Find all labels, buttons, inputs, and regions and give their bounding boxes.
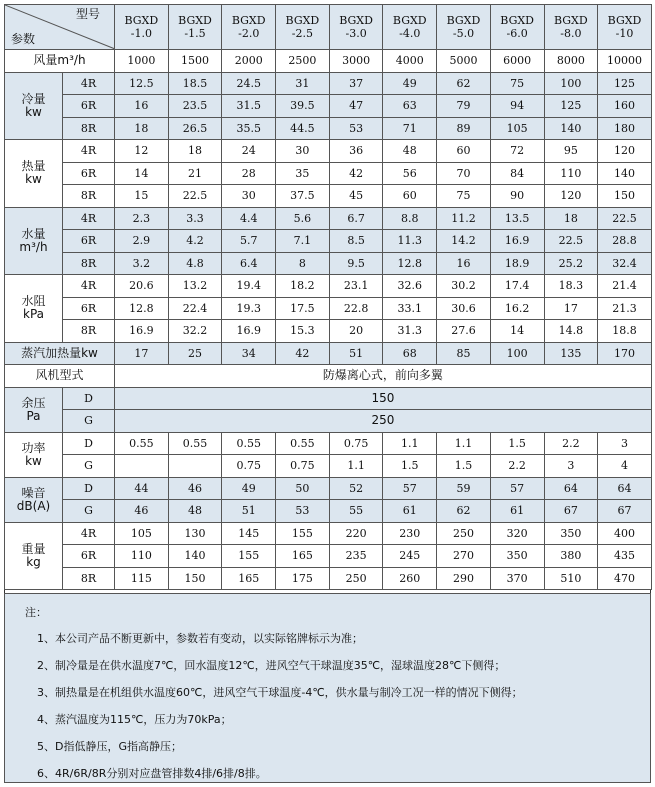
cooling-value: 180 <box>598 117 652 140</box>
power-value: 0.75 <box>222 455 276 478</box>
noise-value: 64 <box>598 477 652 500</box>
noise-value: 50 <box>276 477 330 500</box>
water-resist-value: 18.8 <box>598 320 652 343</box>
water-flow-value: 9.5 <box>329 252 383 275</box>
water-flow-value: 13.5 <box>490 207 544 230</box>
noise-row <box>5 477 652 500</box>
noise-value: 46 <box>115 500 169 523</box>
water-flow-value: 11.2 <box>437 207 491 230</box>
weight-value: 250 <box>329 567 383 590</box>
heating-value: 45 <box>329 185 383 208</box>
steam-label: 蒸汽加热量kw <box>5 342 115 365</box>
water-flow-value: 18.9 <box>490 252 544 275</box>
weight-value: 470 <box>598 567 652 590</box>
water-flow-sub: 4R <box>63 207 115 230</box>
heating-value: 150 <box>598 185 652 208</box>
noise-value: 57 <box>490 477 544 500</box>
water-resist-value: 22.8 <box>329 297 383 320</box>
noise-value: 49 <box>222 477 276 500</box>
noise-value: 55 <box>329 500 383 523</box>
cooling-sub: 8R <box>63 117 115 140</box>
cooling-value: 44.5 <box>276 117 330 140</box>
cooling-row <box>5 95 652 118</box>
cooling-value: 62 <box>437 72 491 95</box>
cooling-value: 31 <box>276 72 330 95</box>
steam-row <box>5 342 652 365</box>
weight-value: 155 <box>276 522 330 545</box>
water-resist-value: 14.8 <box>544 320 598 343</box>
airflow-value: 2500 <box>276 50 330 73</box>
water-resist-row <box>5 297 652 320</box>
weight-value: 105 <box>115 522 169 545</box>
water-flow-sub: 6R <box>63 230 115 253</box>
steam-value: 85 <box>437 342 491 365</box>
noise-value: 59 <box>437 477 491 500</box>
airflow-value: 2000 <box>222 50 276 73</box>
water-resist-row <box>5 320 652 343</box>
water-flow-row <box>5 207 652 230</box>
water-resist-sub: 8R <box>63 320 115 343</box>
steam-value: 100 <box>490 342 544 365</box>
water-flow-value: 14.2 <box>437 230 491 253</box>
notes-title: 注： <box>25 606 47 619</box>
weight-value: 150 <box>168 567 222 590</box>
power-value: 1.1 <box>383 432 437 455</box>
weight-value: 350 <box>490 545 544 568</box>
noise-value: 46 <box>168 477 222 500</box>
weight-sub: 6R <box>63 545 115 568</box>
model-header: BGXD -1.0 <box>115 5 169 50</box>
water-flow-sub: 8R <box>63 252 115 275</box>
weight-value: 165 <box>276 545 330 568</box>
cooling-value: 79 <box>437 95 491 118</box>
water-flow-value: 16.9 <box>490 230 544 253</box>
heating-value: 42 <box>329 162 383 185</box>
water-flow-value: 28.8 <box>598 230 652 253</box>
heating-value: 110 <box>544 162 598 185</box>
water-resist-value: 30.2 <box>437 275 491 298</box>
heating-value: 30 <box>276 140 330 163</box>
cooling-value: 31.5 <box>222 95 276 118</box>
weight-value: 290 <box>437 567 491 590</box>
power-value: 1.1 <box>437 432 491 455</box>
pressure-row <box>5 387 652 410</box>
pressure-value: 150 <box>115 387 652 410</box>
weight-value: 115 <box>115 567 169 590</box>
weight-value: 155 <box>222 545 276 568</box>
note-line-3: 3、制热量是在机组供水温度60℃，进风空气干球温度-4℃，供水量与制冷工况一样的情况下侧得； <box>37 686 523 699</box>
weight-value: 145 <box>222 522 276 545</box>
weight-value: 435 <box>598 545 652 568</box>
noise-value: 61 <box>490 500 544 523</box>
power-value <box>168 455 222 478</box>
power-value: 0.75 <box>329 432 383 455</box>
weight-label: 重量 kg <box>5 522 63 590</box>
power-value: 1.1 <box>329 455 383 478</box>
note-line-5: 5、D指低静压，G指高静压； <box>37 740 182 753</box>
water-resist-value: 27.6 <box>437 320 491 343</box>
heating-value: 12 <box>115 140 169 163</box>
note-line-2: 2、制冷量是在供水温度7℃，回水温度12℃，进风空气干球温度35℃，湿球温度28℃下侧得； <box>37 659 506 672</box>
power-value: 2.2 <box>490 455 544 478</box>
weight-sub: 8R <box>63 567 115 590</box>
weight-value: 510 <box>544 567 598 590</box>
weight-value: 175 <box>276 567 330 590</box>
noise-value: 62 <box>437 500 491 523</box>
steam-value: 68 <box>383 342 437 365</box>
model-label: 型号 <box>75 7 100 21</box>
airflow-value: 3000 <box>329 50 383 73</box>
heating-value: 75 <box>437 185 491 208</box>
water-flow-row <box>5 230 652 253</box>
water-flow-value: 18 <box>544 207 598 230</box>
note-line-4: 4、蒸汽温度为115℃，压力为70kPa； <box>37 713 232 726</box>
water-flow-value: 3.2 <box>115 252 169 275</box>
weight-value: 260 <box>383 567 437 590</box>
water-resist-value: 19.3 <box>222 297 276 320</box>
cooling-label: 冷量 kw <box>5 72 63 140</box>
weight-value: 230 <box>383 522 437 545</box>
model-header: BGXD -3.0 <box>329 5 383 50</box>
steam-value: 170 <box>598 342 652 365</box>
power-value: 0.55 <box>168 432 222 455</box>
water-resist-value: 22.4 <box>168 297 222 320</box>
water-resist-value: 21.3 <box>598 297 652 320</box>
heating-value: 70 <box>437 162 491 185</box>
power-value: 3 <box>544 455 598 478</box>
water-flow-value: 22.5 <box>544 230 598 253</box>
weight-value: 220 <box>329 522 383 545</box>
water-resist-value: 16.9 <box>115 320 169 343</box>
noise-value: 53 <box>276 500 330 523</box>
power-sub: G <box>63 455 115 478</box>
weight-value: 250 <box>437 522 491 545</box>
weight-value: 370 <box>490 567 544 590</box>
cooling-value: 75 <box>490 72 544 95</box>
water-resist-value: 18.3 <box>544 275 598 298</box>
pressure-sub: D <box>63 387 115 410</box>
pressure-label: 余压 Pa <box>5 387 63 432</box>
cooling-value: 37 <box>329 72 383 95</box>
cooling-value: 105 <box>490 117 544 140</box>
power-value: 0.55 <box>115 432 169 455</box>
fan-type-value: 防爆离心式，前向多翼 <box>115 365 652 388</box>
cooling-value: 24.5 <box>222 72 276 95</box>
airflow-label: 风量m³/h <box>5 50 115 73</box>
weight-value: 245 <box>383 545 437 568</box>
cooling-value: 12.5 <box>115 72 169 95</box>
noise-label: 噪音 dB(A) <box>5 477 63 522</box>
airflow-value: 1000 <box>115 50 169 73</box>
cooling-value: 26.5 <box>168 117 222 140</box>
cooling-value: 125 <box>598 72 652 95</box>
weight-value: 140 <box>168 545 222 568</box>
noise-value: 44 <box>115 477 169 500</box>
cooling-value: 94 <box>490 95 544 118</box>
spec-table <box>4 4 652 590</box>
cooling-value: 18.5 <box>168 72 222 95</box>
weight-value: 400 <box>598 522 652 545</box>
water-resist-value: 12.8 <box>115 297 169 320</box>
water-flow-value: 5.6 <box>276 207 330 230</box>
heating-value: 18 <box>168 140 222 163</box>
airflow-value: 8000 <box>544 50 598 73</box>
water-resist-value: 13.2 <box>168 275 222 298</box>
power-value: 0.55 <box>276 432 330 455</box>
water-resist-value: 17 <box>544 297 598 320</box>
noise-value: 64 <box>544 477 598 500</box>
model-header: BGXD -2.0 <box>222 5 276 50</box>
model-header: BGXD -10 <box>598 5 652 50</box>
noise-sub: G <box>63 500 115 523</box>
heating-value: 140 <box>598 162 652 185</box>
water-flow-value: 4.8 <box>168 252 222 275</box>
water-resist-value: 14 <box>490 320 544 343</box>
heating-sub: 4R <box>63 140 115 163</box>
cooling-value: 53 <box>329 117 383 140</box>
steam-value: 51 <box>329 342 383 365</box>
cooling-value: 49 <box>383 72 437 95</box>
water-resist-value: 33.1 <box>383 297 437 320</box>
cooling-value: 89 <box>437 117 491 140</box>
cooling-sub: 6R <box>63 95 115 118</box>
water-resist-label: 水阻 kPa <box>5 275 63 343</box>
water-flow-value: 2.9 <box>115 230 169 253</box>
heating-label: 热量 kw <box>5 140 63 208</box>
cooling-sub: 4R <box>63 72 115 95</box>
header-corner <box>5 5 115 50</box>
heating-value: 72 <box>490 140 544 163</box>
water-flow-row <box>5 252 652 275</box>
airflow-value: 5000 <box>437 50 491 73</box>
note-line-6: 6、4R/6R/8R分别对应盘管排数4排/6排/8排。 <box>37 767 267 780</box>
power-value: 1.5 <box>383 455 437 478</box>
water-resist-value: 21.4 <box>598 275 652 298</box>
weight-value: 130 <box>168 522 222 545</box>
fan-type-row <box>5 365 652 388</box>
noise-value: 67 <box>544 500 598 523</box>
power-value: 3 <box>598 432 652 455</box>
model-header: BGXD -6.0 <box>490 5 544 50</box>
heating-value: 60 <box>383 185 437 208</box>
header-row <box>5 5 652 50</box>
power-row <box>5 432 652 455</box>
model-header: BGXD -8.0 <box>544 5 598 50</box>
param-label: 参数 <box>11 32 36 46</box>
cooling-row <box>5 72 652 95</box>
water-resist-value: 32.6 <box>383 275 437 298</box>
power-value: 4 <box>598 455 652 478</box>
power-value: 0.75 <box>276 455 330 478</box>
cooling-value: 160 <box>598 95 652 118</box>
cooling-value: 39.5 <box>276 95 330 118</box>
water-resist-value: 16.2 <box>490 297 544 320</box>
heating-value: 21 <box>168 162 222 185</box>
weight-value: 165 <box>222 567 276 590</box>
heating-value: 15 <box>115 185 169 208</box>
pressure-row <box>5 410 652 433</box>
model-header: BGXD -4.0 <box>383 5 437 50</box>
heating-value: 36 <box>329 140 383 163</box>
weight-value: 270 <box>437 545 491 568</box>
water-flow-value: 3.3 <box>168 207 222 230</box>
water-resist-sub: 6R <box>63 297 115 320</box>
power-row <box>5 455 652 478</box>
noise-value: 48 <box>168 500 222 523</box>
note-line-1: 1、本公司产品不断更新中，参数若有变动，以实际铭牌标示为准； <box>37 632 363 645</box>
water-flow-value: 25.2 <box>544 252 598 275</box>
water-resist-value: 20.6 <box>115 275 169 298</box>
heating-value: 95 <box>544 140 598 163</box>
water-resist-value: 20 <box>329 320 383 343</box>
heating-value: 28 <box>222 162 276 185</box>
power-label: 功率 kw <box>5 432 63 477</box>
noise-sub: D <box>63 477 115 500</box>
heating-value: 24 <box>222 140 276 163</box>
cooling-value: 16 <box>115 95 169 118</box>
heating-value: 56 <box>383 162 437 185</box>
water-resist-value: 15.3 <box>276 320 330 343</box>
water-resist-row <box>5 275 652 298</box>
water-resist-sub: 4R <box>63 275 115 298</box>
weight-value: 320 <box>490 522 544 545</box>
power-value: 0.55 <box>222 432 276 455</box>
airflow-row <box>5 50 652 73</box>
cooling-value: 23.5 <box>168 95 222 118</box>
heating-value: 35 <box>276 162 330 185</box>
water-resist-value: 19.4 <box>222 275 276 298</box>
heating-value: 60 <box>437 140 491 163</box>
water-flow-value: 32.4 <box>598 252 652 275</box>
heating-value: 14 <box>115 162 169 185</box>
water-flow-value: 8.5 <box>329 230 383 253</box>
airflow-value: 6000 <box>490 50 544 73</box>
steam-value: 34 <box>222 342 276 365</box>
water-resist-value: 30.6 <box>437 297 491 320</box>
airflow-value: 10000 <box>598 50 652 73</box>
noise-value: 67 <box>598 500 652 523</box>
water-flow-value: 8.8 <box>383 207 437 230</box>
water-flow-value: 4.4 <box>222 207 276 230</box>
cooling-value: 63 <box>383 95 437 118</box>
water-flow-value: 12.8 <box>383 252 437 275</box>
weight-value: 235 <box>329 545 383 568</box>
water-flow-value: 11.3 <box>383 230 437 253</box>
noise-value: 51 <box>222 500 276 523</box>
noise-value: 57 <box>383 477 437 500</box>
water-flow-value: 22.5 <box>598 207 652 230</box>
airflow-value: 1500 <box>168 50 222 73</box>
heating-value: 84 <box>490 162 544 185</box>
power-sub: D <box>63 432 115 455</box>
steam-value: 25 <box>168 342 222 365</box>
model-header: BGXD -5.0 <box>437 5 491 50</box>
heating-row <box>5 185 652 208</box>
cooling-value: 140 <box>544 117 598 140</box>
cooling-value: 47 <box>329 95 383 118</box>
weight-sub: 4R <box>63 522 115 545</box>
water-flow-value: 2.3 <box>115 207 169 230</box>
cooling-value: 125 <box>544 95 598 118</box>
heating-row <box>5 162 652 185</box>
water-flow-value: 8 <box>276 252 330 275</box>
weight-value: 380 <box>544 545 598 568</box>
power-value <box>115 455 169 478</box>
heating-value: 120 <box>544 185 598 208</box>
water-flow-value: 6.7 <box>329 207 383 230</box>
heating-sub: 8R <box>63 185 115 208</box>
pressure-value: 250 <box>115 410 652 433</box>
heating-value: 90 <box>490 185 544 208</box>
power-value: 1.5 <box>490 432 544 455</box>
heating-value: 22.5 <box>168 185 222 208</box>
steam-value: 17 <box>115 342 169 365</box>
water-flow-label: 水量 m³/h <box>5 207 63 275</box>
airflow-value: 4000 <box>383 50 437 73</box>
water-flow-value: 4.2 <box>168 230 222 253</box>
weight-row <box>5 522 652 545</box>
cooling-value: 71 <box>383 117 437 140</box>
water-resist-value: 32.2 <box>168 320 222 343</box>
water-resist-value: 18.2 <box>276 275 330 298</box>
water-resist-value: 17.4 <box>490 275 544 298</box>
heating-sub: 6R <box>63 162 115 185</box>
fan-type-label: 风机型式 <box>5 365 115 388</box>
weight-value: 110 <box>115 545 169 568</box>
steam-value: 135 <box>544 342 598 365</box>
weight-row <box>5 567 652 590</box>
power-value: 2.2 <box>544 432 598 455</box>
weight-value: 350 <box>544 522 598 545</box>
water-flow-value: 7.1 <box>276 230 330 253</box>
heating-value: 120 <box>598 140 652 163</box>
steam-value: 42 <box>276 342 330 365</box>
heating-value: 48 <box>383 140 437 163</box>
heating-value: 37.5 <box>276 185 330 208</box>
heating-value: 30 <box>222 185 276 208</box>
water-resist-value: 16.9 <box>222 320 276 343</box>
cooling-value: 35.5 <box>222 117 276 140</box>
noise-row <box>5 500 652 523</box>
noise-value: 61 <box>383 500 437 523</box>
cooling-value: 100 <box>544 72 598 95</box>
heating-row <box>5 140 652 163</box>
power-value: 1.5 <box>437 455 491 478</box>
noise-value: 52 <box>329 477 383 500</box>
cooling-row <box>5 117 652 140</box>
water-flow-value: 6.4 <box>222 252 276 275</box>
water-flow-value: 16 <box>437 252 491 275</box>
notes-panel <box>4 593 651 783</box>
water-resist-value: 23.1 <box>329 275 383 298</box>
water-flow-value: 5.7 <box>222 230 276 253</box>
model-header: BGXD -1.5 <box>168 5 222 50</box>
cooling-value: 18 <box>115 117 169 140</box>
pressure-sub: G <box>63 410 115 433</box>
water-resist-value: 31.3 <box>383 320 437 343</box>
weight-row <box>5 545 652 568</box>
model-header: BGXD -2.5 <box>276 5 330 50</box>
water-resist-value: 17.5 <box>276 297 330 320</box>
